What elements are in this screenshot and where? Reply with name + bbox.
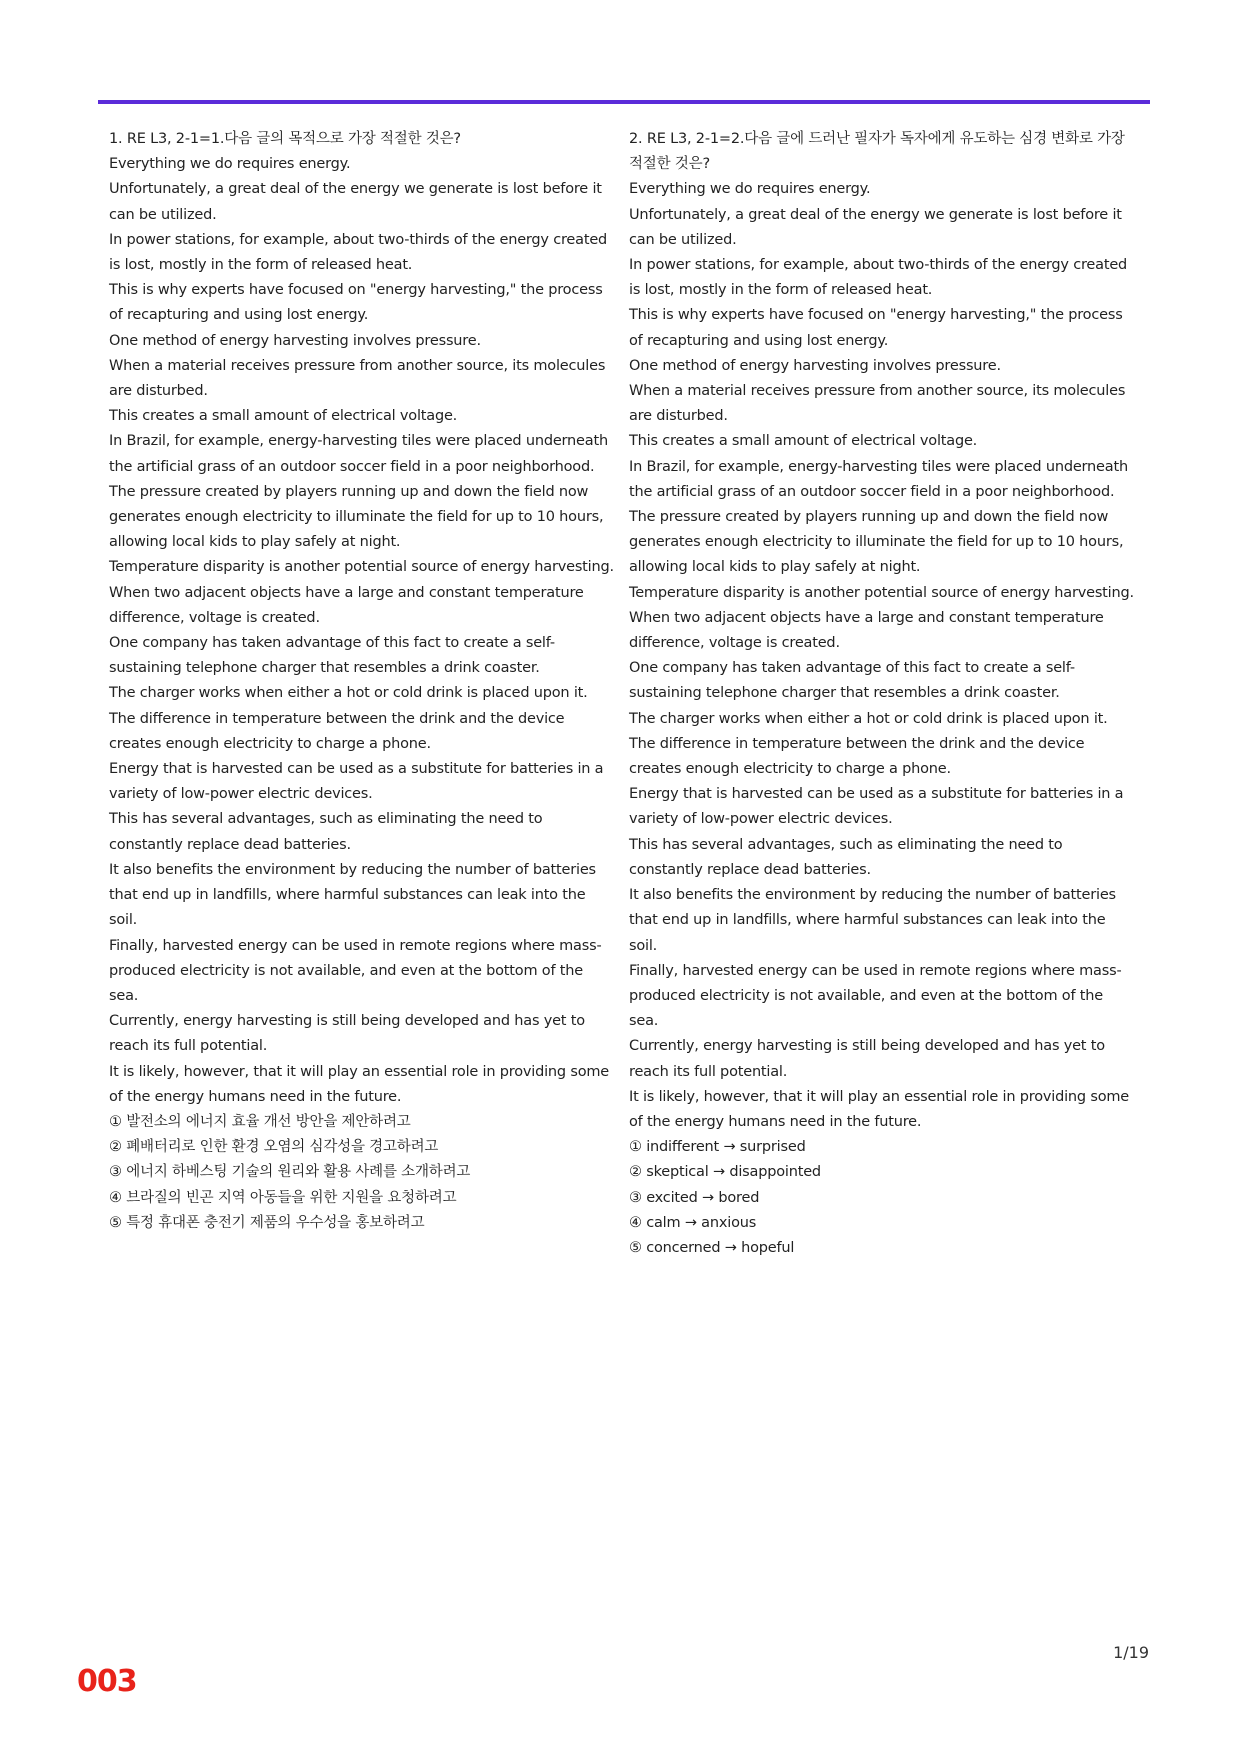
passage-line: When two adjacent objects have a large and constant temperature difference, voltage is created.	[629, 609, 1104, 652]
passage-line: One method of energy harvesting involves pressure.	[629, 357, 1001, 374]
answer-option: ④ 브라질의 빈곤 지역 아동들을 위한 지원을 요청하려고	[109, 1189, 457, 1206]
passage-line: In Brazil, for example, energy-harvesting tiles were placed underneath the artificial grass of an outdoor soccer field in a poor neighborhood.	[109, 433, 608, 475]
answer-option: ③ 에너지 하베스팅 기술의 원리와 활용 사례를 소개하려고	[109, 1164, 471, 1181]
answer-option: ④ calm → anxious	[629, 1214, 757, 1231]
passage-line: This has several advantages, such as eliminating the need to constantly replace dead batteries.	[109, 811, 543, 853]
passage-line: Currently, energy harvesting is still being developed and has yet to reach its full potential.	[629, 1038, 1105, 1080]
passage-line: It is likely, however, that it will play an essential role in providing some of the energy humans need in the future.	[629, 1088, 1130, 1130]
passage-line: The pressure created by players running up and down the field now generates enough electricity to illuminate the field for up to 10 hours, allowing local kids to play safely at night.	[629, 509, 1124, 576]
passage-line: In power stations, for example, about two-thirds of the energy created is lost, mostly in the form of released heat.	[629, 257, 1128, 299]
answer-option: ① indifferent → surprised	[629, 1139, 806, 1156]
passage-line: The charger works when either a hot or cold drink is placed upon it.	[109, 685, 588, 702]
passage-line: This is why experts have focused on "energy harvesting," the process of recapturing and using lost energy.	[109, 282, 603, 324]
passage-line: In power stations, for example, about two-thirds of the energy created is lost, mostly in the form of released heat.	[109, 231, 608, 274]
passage-line: In Brazil, for example, energy-harvesting tiles were placed underneath the artificial grass of an outdoor soccer field in a poor neighborhood.	[629, 458, 1128, 500]
passage-line: Everything we do requires energy.	[629, 181, 871, 198]
passage-line: This creates a small amount of electrical voltage.	[629, 433, 978, 450]
answer-option: ② skeptical → disappointed	[629, 1164, 821, 1181]
passage-line: Everything we do requires energy.	[109, 156, 351, 173]
passage-line: Temperature disparity is another potential source of energy harvesting.	[629, 584, 1134, 601]
passage-line: One method of energy harvesting involves pressure.	[109, 332, 481, 349]
passage-line: When two adjacent objects have a large and constant temperature difference, voltage is created.	[109, 584, 584, 626]
passage-line: This is why experts have focused on "energy harvesting," the process of recapturing and using lost energy.	[629, 307, 1123, 349]
passage-line: Energy that is harvested can be used as a substitute for batteries in a variety of low-power electric devices.	[109, 761, 604, 803]
passage-line: This creates a small amount of electrical voltage.	[109, 408, 458, 425]
passage-line: Unfortunately, a great deal of the energy we generate is lost before it can be utilized.	[629, 206, 1122, 248]
top-rule	[98, 100, 1150, 104]
page-number: 1/19	[1113, 1643, 1149, 1662]
passage-line: The charger works when either a hot or cold drink is placed upon it.	[629, 710, 1108, 727]
footer-code: 003	[77, 1664, 137, 1699]
passage-line: Unfortunately, a great deal of the energy we generate is lost before it can be utilized.	[109, 181, 602, 223]
passage-line: It is likely, however, that it will play an essential role in providing some of the energy humans need in the future.	[109, 1063, 610, 1105]
passage-line: It also benefits the environment by reducing the number of batteries that end up in landfills, where harmful substances can leak into the soil.	[109, 861, 596, 929]
passage-line: When a material receives pressure from another source, its molecules are disturbed.	[629, 383, 1126, 425]
answer-option: ⑤ 특정 휴대폰 충전기 제품의 우수성을 홍보하려고	[109, 1214, 425, 1231]
question-1	[109, 127, 614, 1236]
question-2	[629, 127, 1134, 1261]
answer-option: ② 폐배터리로 인한 환경 오염의 심각성을 경고하려고	[109, 1139, 439, 1156]
passage-line: Finally, harvested energy can be used in remote regions where mass-produced electricity is not available, and even at the bottom of the sea.	[109, 937, 602, 1004]
passage-line: It also benefits the environment by reducing the number of batteries that end up in landfills, where harmful substances can leak into the soil.	[629, 887, 1116, 954]
passage-line: The difference in temperature between the drink and the device creates enough electricity to charge a phone.	[109, 710, 565, 752]
passage-line: This has several advantages, such as eliminating the need to constantly replace dead batteries.	[629, 836, 1063, 878]
passage-line: Temperature disparity is another potential source of energy harvesting.	[109, 559, 614, 576]
answer-option: ① 발전소의 에너지 효율 개선 방안을 제안하려고	[109, 1113, 411, 1130]
passage-line: The difference in temperature between the drink and the device creates enough electricity to charge a phone.	[629, 735, 1085, 778]
answer-option: ⑤ concerned → hopeful	[629, 1239, 795, 1256]
answer-option: ③ excited → bored	[629, 1189, 760, 1206]
passage-line: When a material receives pressure from another source, its molecules are disturbed.	[109, 357, 606, 400]
question-title: 2. RE L3, 2-1=2.다음 글에 드러난 필자가 독자에게 유도하는 심경 변화로 가장 적절한 것은?	[629, 131, 1125, 173]
passage-line: The pressure created by players running up and down the field now generates enough electricity to illuminate the field for up to 10 hours, allowing local kids to play safely at night.	[109, 483, 604, 551]
passage-line: Currently, energy harvesting is still being developed and has yet to reach its full potential.	[109, 1013, 585, 1055]
passage-line: Energy that is harvested can be used as a substitute for batteries in a variety of low-power electric devices.	[629, 786, 1124, 828]
passage-line: One company has taken advantage of this fact to create a self-sustaining telephone charger that resembles a drink coaster.	[109, 635, 555, 677]
question-title: 1. RE L3, 2-1=1.다음 글의 목적으로 가장 적절한 것은?	[109, 131, 461, 147]
passage-line: One company has taken advantage of this fact to create a self-sustaining telephone charger that resembles a drink coaster.	[629, 660, 1075, 702]
passage-line: Finally, harvested energy can be used in remote regions where mass-produced electricity is not available, and even at the bottom of the sea.	[629, 962, 1122, 1030]
